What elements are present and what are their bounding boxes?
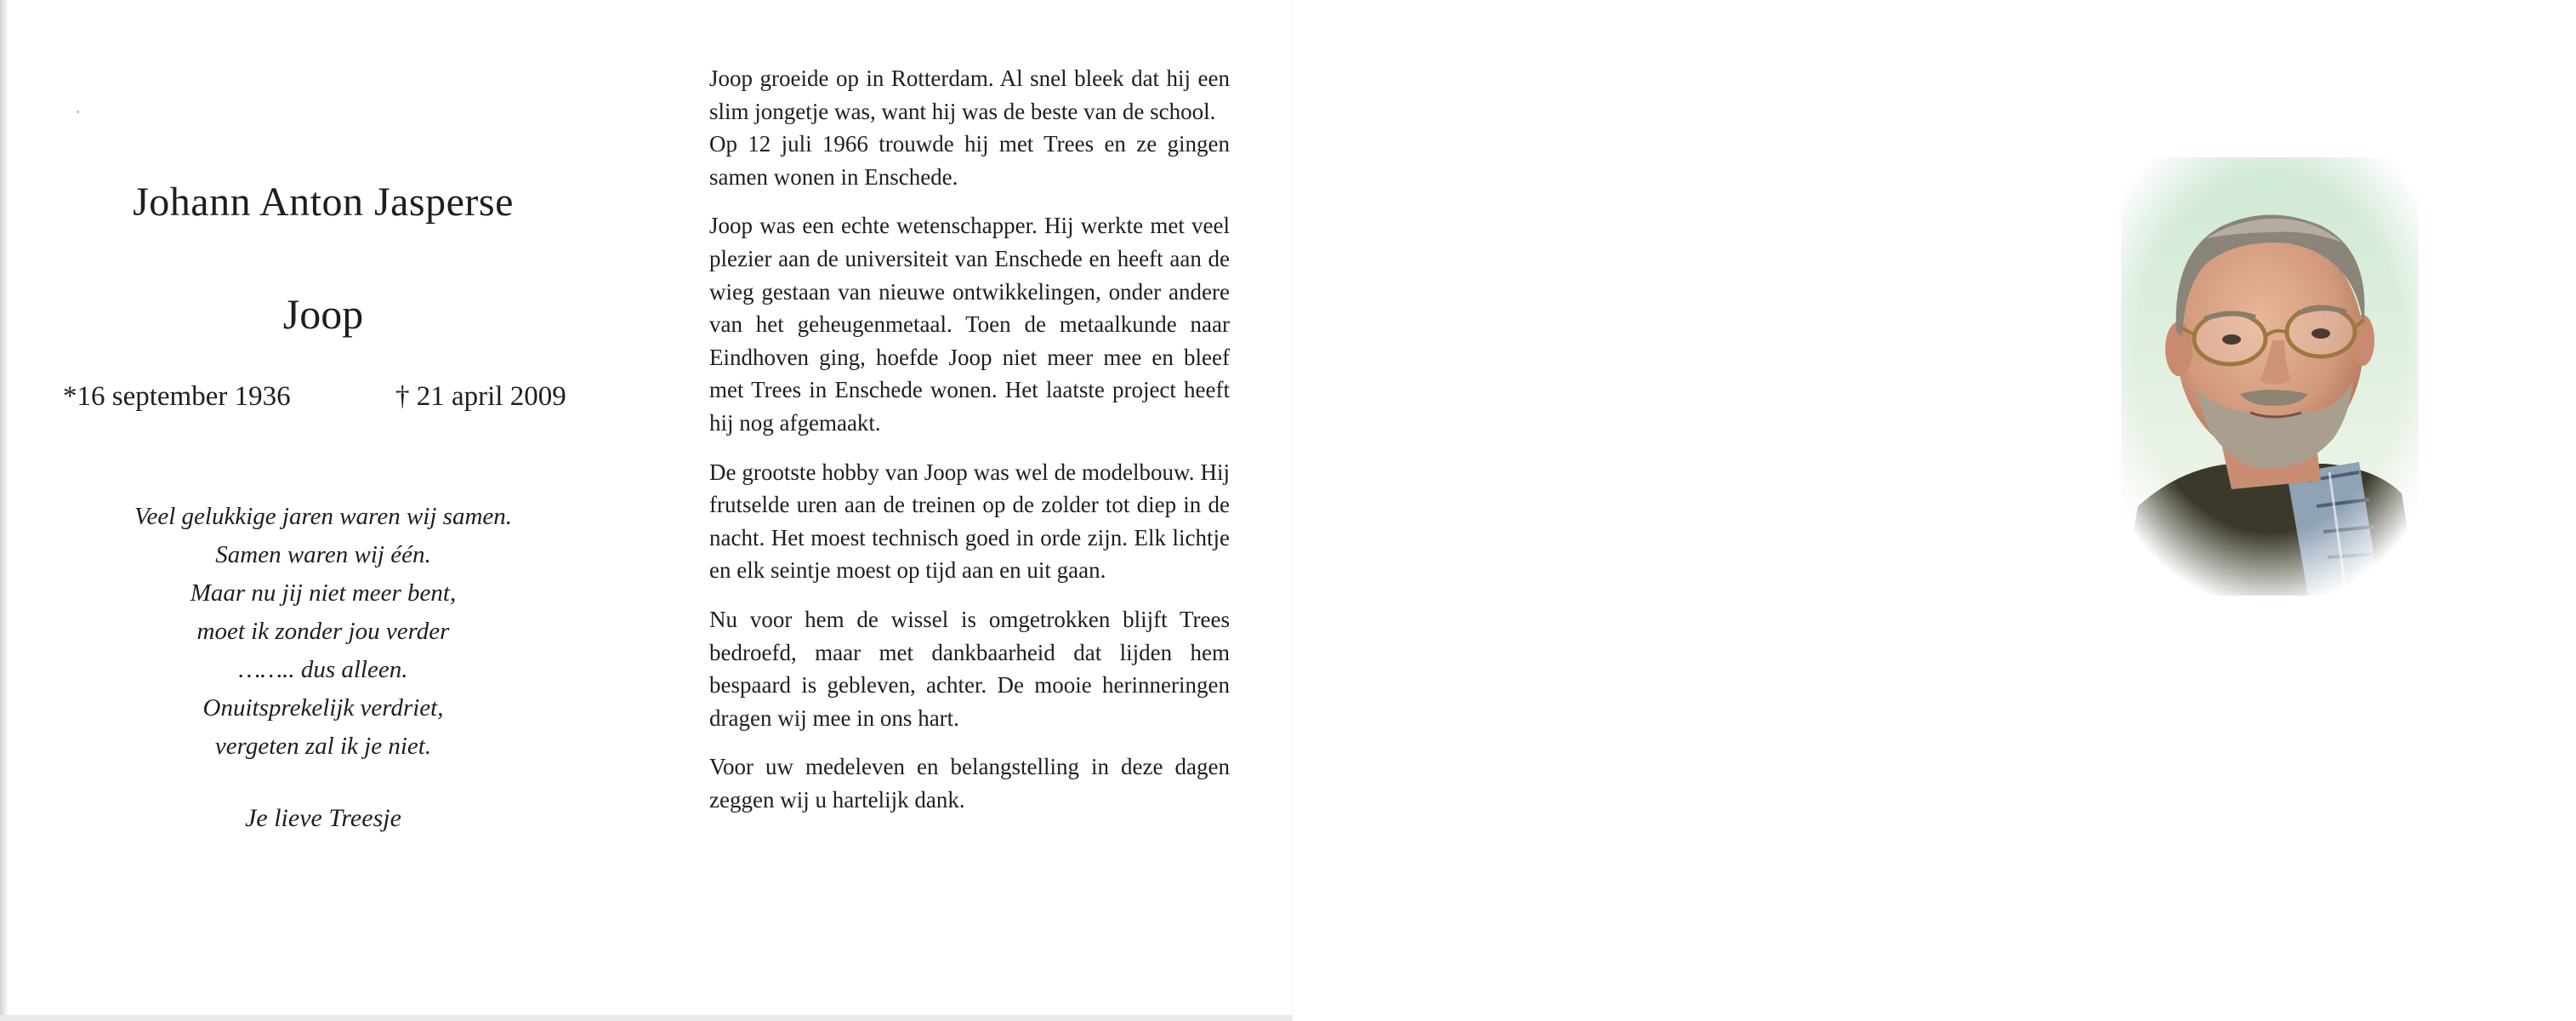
poem-line: vergeten zal ik je niet. <box>214 733 432 760</box>
biography-paragraph: De grootste hobby van Joop was wel de modelbouw. Hij frutselde uren aan de treinen op de zolder tot diep in de nacht. Het moest technisch goed in orde zijn. Elk lichtje en elk seintje moest op tijd aan en uit gaan. <box>709 459 1230 584</box>
biography-paragraph: Joop was een echte wetenschapper. Hij werkte met veel plezier aan de universiteit van Enschede en heeft aan de wieg gestaan van nieuwe ontwikkelingen, onder andere van het geheugenmetaal. Toen de metaalkunde naar Eindhoven ging, hoefde Joop niet meer mee en bleef met Trees in Enschede wonen. Het laatste project heeft hij nog afgemaakt. <box>709 213 1230 436</box>
biography-text <box>709 62 1230 832</box>
paper-speck <box>77 111 79 113</box>
biography-paragraph: Op 12 juli 1966 trouwde hij met Trees en ze gingen samen wonen in Enschede. <box>709 131 1230 190</box>
poem-line: moet ik zonder jou verder <box>196 618 450 645</box>
death-date: † 21 april 2009 <box>395 381 566 412</box>
poem-line: …….. dus alleen. <box>238 656 408 683</box>
deceased-full-name: Johann Anton Jasperse <box>133 180 514 225</box>
memorial-poem <box>0 498 646 766</box>
poem-line: Veel gelukkige jaren waren wij samen. <box>134 503 513 530</box>
biography-paragraph: Nu voor hem de wissel is omgetrokken blijft Trees bedroefd, maar met dankbaarheid dat lijden hem bespaard is gebleven, achter. De mooie herinneringen dragen wij mee in ons hart. <box>709 606 1230 731</box>
poem-signature: Je lieve Treesje <box>245 804 401 832</box>
poem-line: Maar nu jij niet meer bent, <box>190 579 457 607</box>
poem-line: Samen waren wij één. <box>215 541 431 568</box>
deceased-nickname: Joop <box>282 290 364 338</box>
birth-date: *16 september 1936 <box>63 381 291 412</box>
portrait-photo <box>2104 157 2436 596</box>
biography-paragraph: Voor uw medeleven en belangstelling in deze dagen zeggen wij u hartelijk dank. <box>709 754 1230 813</box>
biography-paragraph: Joop groeide op in Rotterdam. Al snel bleek dat hij een slim jongetje was, want hij was de beste van de school. <box>709 66 1230 124</box>
poem-line: Onuitsprekelijk verdriet, <box>202 694 444 722</box>
left-page <box>0 0 1293 1015</box>
